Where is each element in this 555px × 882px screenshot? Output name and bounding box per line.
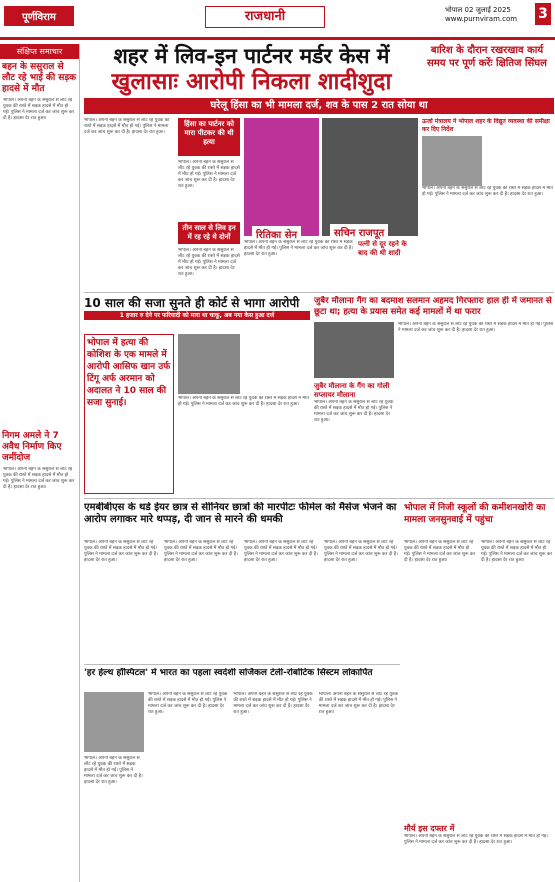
story3-body: भोपाल। अपनी बहन के ससुराल से लौट रहे युवक की रास्ते में सड़क हादसे में मौत हो गई। पुलिस ने मामला दर्ज कर जांच शुरू कर दी है। हादसा देर रात हुआ।	[398, 322, 554, 333]
story6-header	[84, 668, 400, 690]
lead-text-col3: भोपाल। अपनी बहन के ससुराल से लौट रहे युवक की रास्ते में सड़क हादसे में मौत हो गई। पुलिस ने मामला दर्ज कर जांच शुरू कर दी है। हादसा देर रात हुआ।	[178, 248, 240, 277]
left-header: संक्षिप्त समाचार	[0, 44, 79, 59]
story2-header	[84, 296, 310, 330]
divider-3	[84, 664, 400, 665]
pull-quote-2: तीन साल से लिव इन में रह रहे थे दोनों	[178, 222, 240, 244]
left-story2-body: भोपाल। अपनी बहन के ससुराल से लौट रहे युवक की रास्ते में सड़क हादसे में मौत हो गई। पुलिस ने मामला दर्ज कर जांच शुरू कर दी है। हादसा देर रात हुआ।	[3, 467, 75, 490]
story3-header	[314, 296, 554, 320]
page-number: 3	[535, 3, 551, 25]
date-line	[445, 6, 541, 24]
lead-subheadline: घरेलू हिंसा का भी मामला दर्ज, शव के पास 2 रात सोया था	[84, 98, 554, 114]
victim-name: रितिका सेन	[252, 226, 301, 242]
right-story-title: बारिश के दौरान रखरखाव कार्य समय पर पूर्ण करेंः क्षितिज सिंघल	[427, 45, 547, 69]
lead-text-col2: भोपाल। अपनी बहन के ससुराल से लौट रहे युवक की रास्ते में सड़क हादसे में मौत हो गई। पुलिस ने मामला दर्ज कर जांच शुरू कर दी है। हादसा देर रात हुआ।	[178, 160, 240, 189]
story4-title: एमबीबीएस के थर्ड ईयर छात्र से सीनियर छात्रों की मारपीटः फीमेल को मैसेज भेजने का आरोप लगाकर मारे थप्पड़, दी जान से मारने की धमकी	[84, 502, 397, 525]
divider-2	[84, 498, 554, 499]
right-story-body: ऊर्जा मंत्रालय ने भोपाल शहर के विद्युत व्यवस्था की समीक्षा कर दिए निर्देश भोपाल। अपनी बहन के ससुराल से लौट रहे युवक की रास्ते में सड़क हादसे में मौत हो गई। पुलिस ने मामला दर्ज कर जांच शुरू कर दी है। हादसा देर रात हुआ।	[422, 118, 553, 197]
lead-text-col4: भोपाल। अपनी बहन के ससुराल से लौट रहे युवक की रास्ते में सड़क हादसे में मौत हो गई। पुलिस ने मामला दर्ज कर जांच शुरू कर दी है। हादसा देर रात हुआ।	[244, 240, 354, 257]
bottom-right-title: मौर्य इस दफ्तर में	[404, 824, 455, 833]
masthead	[0, 0, 555, 40]
date: भोपाल 02 जुलाई 2025	[445, 6, 511, 14]
story2-photo	[178, 334, 240, 394]
story2-sub: 1 हजार रु देने पर फरियादी को मारा था चाकू, अब नया केस हुआ दर्ज	[84, 311, 310, 320]
story4-body: भोपाल। अपनी बहन के ससुराल से लौट रहे युवक की रास्ते में सड़क हादसे में मौत हो गई। पुलिस ने मामला दर्ज कर जांच शुरू कर दी है। हादसा देर रात हुआ। भोपाल। अपनी बहन के ससुराल से लौट रहे युवक की रास्ते में सड़क हादसे में मौत हो गई। पुलिस ने मामला दर्ज कर जांच शुरू कर दी है। हादसा देर रात हुआ। भोपाल। अपनी बहन के ससुराल से लौट रहे युवक की रास्ते में सड़क हादसे में मौत हो गई। पुलिस ने मामला दर्ज कर जांच शुरू कर दी है। हादसा देर रात हुआ। भोपाल। अपनी बहन के ससुराल से लौट रहे युवक की रास्ते में सड़क हादसे में मौत हो गई। पुलिस ने मामला दर्ज कर जांच शुरू कर दी है। हादसा देर रात हुआ।	[84, 540, 398, 563]
story2-body: भोपाल। अपनी बहन के ससुराल से लौट रहे युवक की रास्ते में सड़क हादसे में मौत हो गई। पुलिस ने मामला दर्ज कर जांच शुरू कर दी है। हादसा देर रात हुआ।	[178, 396, 309, 407]
story2-title: 10 साल की सजा सुनते ही कोर्ट से भागा आरोपी	[84, 296, 300, 310]
story2-box: भोपाल में हत्या की कोशिश के एक मामले में आरोपी आसिफ खान उर्फ टिंगू अर्फ अरमान को अदालत ने 10 साल की सजा सुनाई।	[84, 334, 174, 494]
story3-photo	[314, 322, 394, 378]
newspaper-logo: पूर्णविराम	[4, 6, 74, 26]
headline-line1: शहर में लिव-इन पार्टनर मर्डर केस में	[113, 44, 390, 68]
left-story2-title: निगम अमले ने 7 अवैध निर्माण किए जमींदोज	[2, 431, 62, 463]
victim-photo	[244, 118, 319, 236]
pull-quote-1: हिंसा का पार्टनर को मारा पीटकर की थी हत्या	[178, 118, 240, 156]
headline-line2: खुलासाः आरोपी निकला शादीशुदा	[111, 69, 392, 95]
story5-title: भोपाल में निजी स्कूलों की कमीशनखोरी का मामला जनसुनवाई में पहुंचा	[404, 503, 546, 525]
side-box-title: पत्नी से दूर रहने के बाद की थी शादी	[358, 240, 407, 257]
accused-photo	[322, 118, 418, 236]
left-story-title: बहन के ससुराल से लौट रहे भाई की सड़क हादसे में मौत	[2, 62, 77, 94]
right-story-photo	[422, 136, 482, 186]
story6-photo	[84, 692, 144, 752]
right-top-story	[420, 44, 554, 96]
story5-header	[404, 502, 554, 538]
story6-text-left: भोपाल। अपनी बहन के ससुराल से लौट रहे युवक की रास्ते में सड़क हादसे में मौत हो गई। पुलिस ने मामला दर्ज कर जांच शुरू कर दी है। हादसा देर रात हुआ।	[84, 756, 143, 785]
lead-headline	[84, 44, 419, 96]
story4-header	[84, 502, 400, 538]
story5-body: भोपाल। अपनी बहन के ससुराल से लौट रहे युवक की रास्ते में सड़क हादसे में मौत हो गई। पुलिस ने मामला दर्ज कर जांच शुरू कर दी है। हादसा देर रात हुआ। भोपाल। अपनी बहन के ससुराल से लौट रहे युवक की रास्ते में सड़क हादसे में मौत हो गई। पुलिस ने मामला दर्ज कर जांच शुरू कर दी है। हादसा देर रात हुआ। मौर्य इस दफ्तर में भोपाल। अपनी बहन के ससुराल से लौट रहे युवक की रास्ते में सड़क हादसे में मौत हो गई। पुलिस ने मामला दर्ज कर जांच शुरू कर दी है। हादसा देर रात हुआ।	[404, 540, 553, 845]
website: www.purnviram.com	[445, 15, 518, 23]
story6-body: भोपाल। अपनी बहन के ससुराल से लौट रहे युवक की रास्ते में सड़क हादसे में मौत हो गई। पुलिस ने मामला दर्ज कर जांच शुरू कर दी है। हादसा देर रात हुआ। भोपाल। अपनी बहन के ससुराल से लौट रहे युवक की रास्ते में सड़क हादसे में मौत हो गई। पुलिस ने मामला दर्ज कर जांच शुरू कर दी है। हादसा देर रात हुआ। भोपाल। अपनी बहन के ससुराल से लौट रहे युवक की रास्ते में सड़क हादसे में मौत हो गई। पुलिस ने मामला दर्ज कर जांच शुरू कर दी है। हादसा देर रात हुआ।	[148, 692, 398, 715]
right-story-sub: ऊर्जा मंत्रालय ने भोपाल शहर के विद्युत व्यवस्था की समीक्षा कर दिए निर्देश	[422, 118, 550, 133]
side-box	[358, 240, 418, 288]
accused-name: सचिन राजपूत	[330, 224, 388, 240]
story3-text2: जुबैर मौलाना के गैंग का गोली सप्लायर मौलाना भोपाल। अपनी बहन के ससुराल से लौट रहे युवक की रास्ते में सड़क हादसे में मौत हो गई। पुलिस ने मामला दर्ज कर जांच शुरू कर दी है। हादसा देर रात हुआ।	[314, 382, 394, 423]
lead-text-col1: भोपाल। अपनी बहन के ससुराल से लौट रहे युवक की रास्ते में सड़क हादसे में मौत हो गई। पुलिस ने मामला दर्ज कर जांच शुरू कर दी है। हादसा देर रात हुआ।	[84, 118, 170, 135]
left-column	[0, 44, 80, 882]
story6-title: 'हर हेल्थ हॉस्पिटल' में भारत का पहला स्वदेशी सर्जिकल टेली-रोबोटिक सिस्टम लोकार्पित	[84, 668, 373, 678]
story3-caption: जुबैर मौलाना के गैंग का गोली सप्लायर मौलाना	[314, 382, 390, 399]
divider-1	[84, 292, 554, 293]
left-story-body: भोपाल। अपनी बहन के ससुराल से लौट रहे युवक की रास्ते में सड़क हादसे में मौत हो गई। पुलिस ने मामला दर्ज कर जांच शुरू कर दी है। हादसा देर रात हुआ।	[3, 98, 75, 121]
section-title: राजधानी	[205, 6, 325, 28]
story3-title: जुबैर मौलाना गैंग का बदमाश सलमान अहमद गिरफ्तारः हाल ही में जमानत से छूटा था; हत्या के प्रयास समेत कई मामलों में था फरार	[314, 296, 552, 317]
